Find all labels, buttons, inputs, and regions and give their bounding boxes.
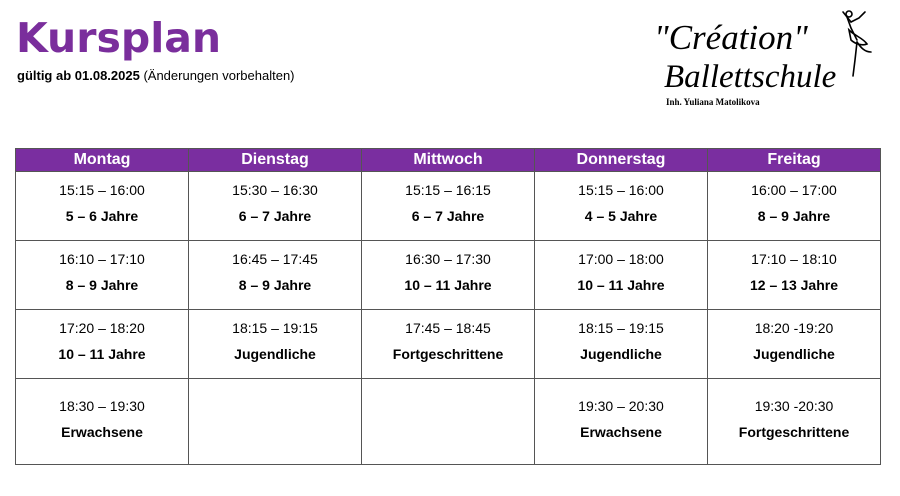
- course-group: Jugendliche: [580, 346, 662, 362]
- logo-line-creation: "Création": [654, 18, 808, 57]
- course-cell: [362, 241, 535, 310]
- validity-date: gültig ab 01.08.2025: [17, 68, 140, 83]
- course-group: 8 – 9 Jahre: [238, 277, 312, 293]
- course-time: 17:00 – 18:00: [578, 251, 664, 267]
- table-row: [16, 172, 881, 241]
- course-time: 16:10 – 17:10: [59, 251, 145, 267]
- course-time: 18:30 – 19:30: [59, 398, 145, 414]
- course-time: 18:15 – 19:15: [232, 320, 318, 336]
- course-group: 6 – 7 Jahre: [238, 208, 312, 224]
- course-group: Jugendliche: [753, 346, 835, 362]
- course-time: 18:15 – 19:15: [578, 320, 664, 336]
- course-group: 5 – 6 Jahre: [65, 208, 139, 224]
- course-group: 10 – 11 Jahre: [404, 277, 492, 293]
- course-cell: [535, 310, 708, 379]
- course-cell: [708, 172, 881, 241]
- course-cell: [189, 172, 362, 241]
- course-cell: [535, 241, 708, 310]
- course-time: 17:20 – 18:20: [59, 320, 145, 336]
- logo-line-ballettschule: Ballettschule: [664, 59, 837, 95]
- day-header-mittwoch: Mittwoch: [362, 149, 535, 172]
- page-title: Kursplan: [16, 14, 222, 62]
- course-cell: [708, 241, 881, 310]
- course-time: 15:30 – 16:30: [232, 182, 318, 198]
- course-cell: [16, 379, 189, 465]
- course-schedule-table: [15, 148, 881, 465]
- course-group: Erwachsene: [580, 424, 662, 440]
- course-time: 18:20 -19:20: [754, 320, 834, 336]
- validity-note: [17, 69, 295, 82]
- logo-owner: Inh. Yuliana Matolikova: [666, 97, 760, 107]
- empty-cell: [362, 379, 535, 465]
- course-group: 8 – 9 Jahre: [757, 208, 831, 224]
- course-time: 15:15 – 16:00: [578, 182, 664, 198]
- course-cell: [189, 241, 362, 310]
- course-time: 16:30 – 17:30: [405, 251, 491, 267]
- course-cell: [16, 172, 189, 241]
- course-time: 19:30 -20:30: [754, 398, 834, 414]
- course-group: Erwachsene: [61, 424, 143, 440]
- course-time: 19:30 – 20:30: [578, 398, 664, 414]
- course-time: 16:45 – 17:45: [232, 251, 318, 267]
- empty-cell: [189, 379, 362, 465]
- course-group: 6 – 7 Jahre: [411, 208, 485, 224]
- day-header-freitag: Freitag: [708, 149, 881, 172]
- course-time: 16:00 – 17:00: [751, 182, 837, 198]
- course-group: 8 – 9 Jahre: [65, 277, 139, 293]
- course-group: Jugendliche: [234, 346, 316, 362]
- ballerina-icon: [835, 8, 875, 78]
- course-group: Fortgeschrittene: [738, 424, 850, 440]
- table-row: [16, 241, 881, 310]
- course-cell: [535, 172, 708, 241]
- day-header-row: [16, 149, 881, 172]
- course-time: 17:10 – 18:10: [751, 251, 837, 267]
- course-cell: [16, 241, 189, 310]
- validity-disclaimer: (Änderungen vorbehalten): [139, 68, 295, 83]
- day-header-montag: Montag: [16, 149, 189, 172]
- course-group: 12 – 13 Jahre: [750, 277, 838, 293]
- table-row: [16, 379, 881, 465]
- course-time: [189, 398, 361, 414]
- course-time: [362, 398, 534, 414]
- course-cell: [362, 310, 535, 379]
- course-group: Fortgeschrittene: [392, 346, 504, 362]
- course-cell: [708, 310, 881, 379]
- course-time: 17:45 – 18:45: [405, 320, 491, 336]
- day-header-donnerstag: Donnerstag: [535, 149, 708, 172]
- course-group: 4 – 5 Jahre: [584, 208, 658, 224]
- course-cell: [535, 379, 708, 465]
- course-cell: [708, 379, 881, 465]
- course-cell: [189, 310, 362, 379]
- table-row: [16, 310, 881, 379]
- course-cell: [362, 172, 535, 241]
- day-header-dienstag: Dienstag: [189, 149, 362, 172]
- school-logo: [640, 8, 890, 116]
- course-group: 10 – 11 Jahre: [577, 277, 665, 293]
- course-group: 10 – 11 Jahre: [58, 346, 146, 362]
- course-time: 15:15 – 16:15: [405, 182, 491, 198]
- course-time: 15:15 – 16:00: [59, 182, 145, 198]
- course-cell: [16, 310, 189, 379]
